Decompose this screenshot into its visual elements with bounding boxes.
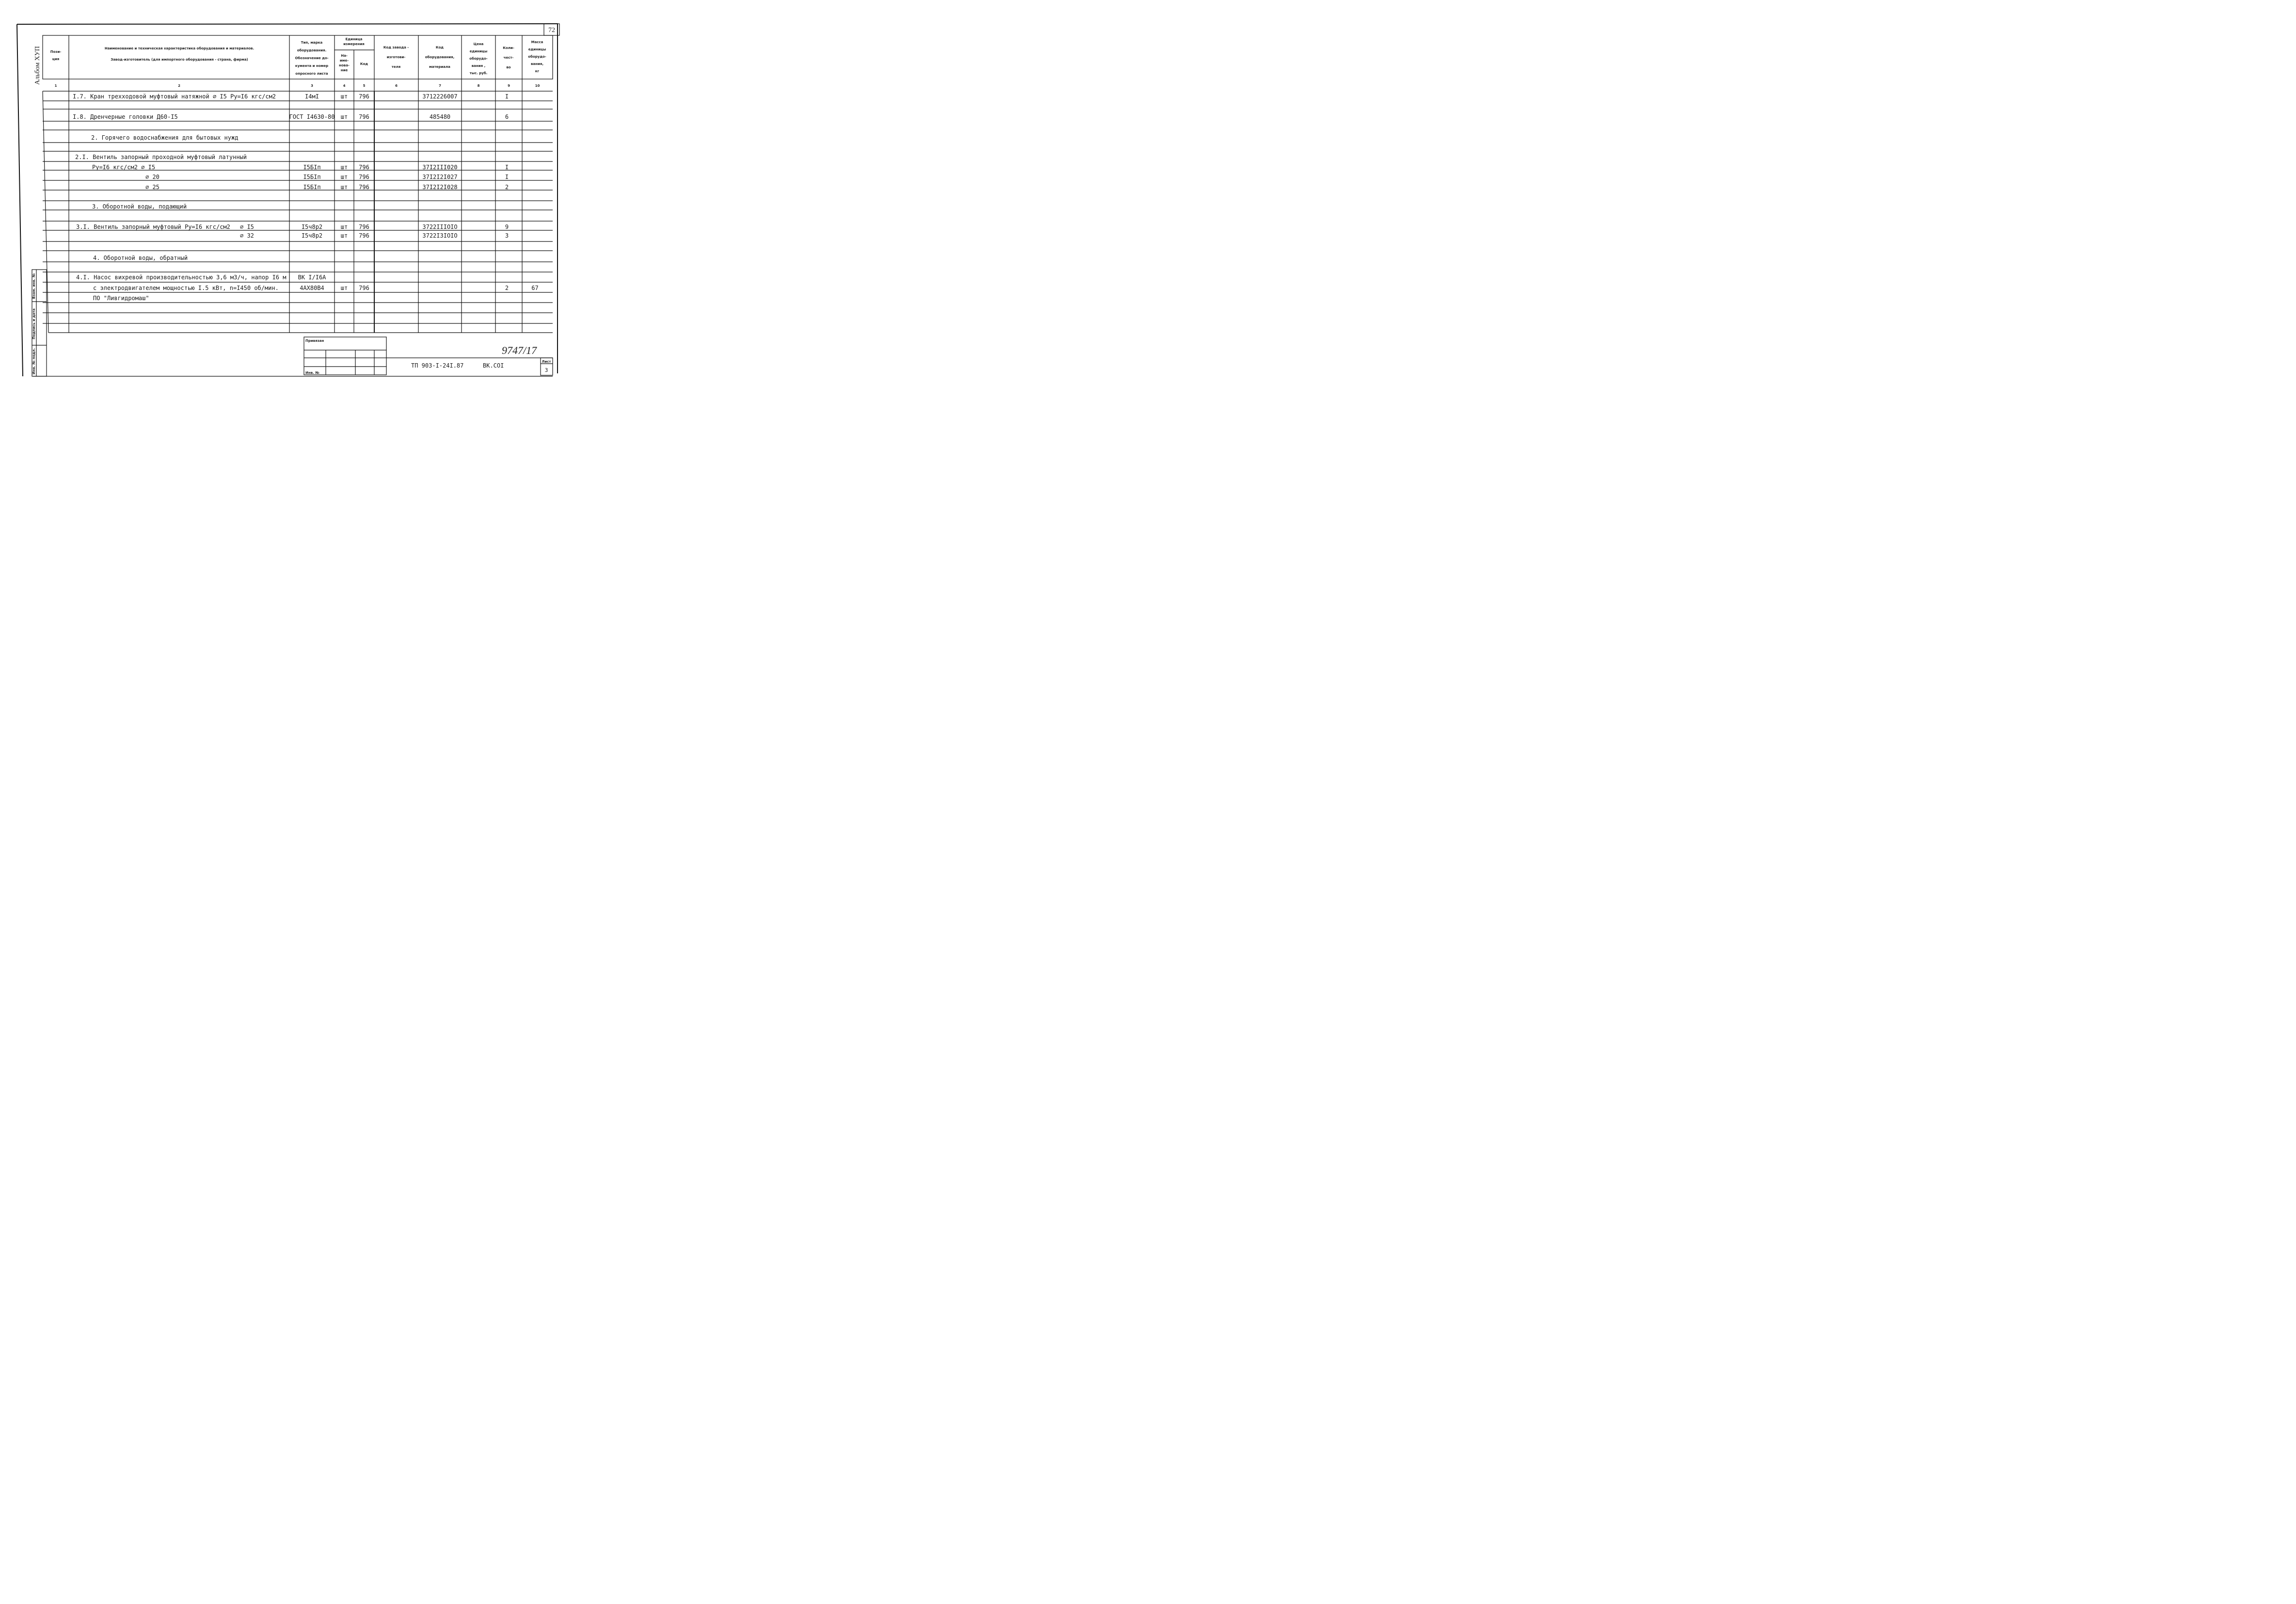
- header-name: Завод-изготовитель (для импортного оборудования - страна, фирма): [111, 58, 248, 62]
- item-type: I5ч8р2: [301, 224, 323, 230]
- item-mass: 67: [531, 285, 539, 291]
- item-name: 2.I. Вентиль запорный проходной муфтовый латунный: [75, 154, 247, 160]
- header-unit-name: име-: [339, 59, 349, 63]
- item-name: Ру=I6 кгс/см2 ∅ I5: [92, 164, 156, 171]
- column-number: 1: [54, 84, 57, 88]
- header-plant-code: Код завода -: [383, 46, 409, 49]
- item-name: 4.I. Насос вихревой производительностью 3,6 м3/ч, напор I6 м: [76, 274, 287, 281]
- header-unit-name: На-: [341, 54, 348, 58]
- sheet-label: Лист: [542, 360, 551, 364]
- header-mass: вания,: [530, 62, 544, 66]
- header-price: тыс. руб.: [469, 71, 488, 75]
- header-mass: кг: [535, 69, 540, 73]
- column-number: 5: [363, 84, 366, 88]
- header-columns: [50, 35, 546, 91]
- item-name: 3. Оборотной воды, подающий: [92, 203, 187, 210]
- item-code: 37I2I2I027: [422, 174, 458, 180]
- header-position: ция: [52, 57, 60, 61]
- frame-border: [17, 24, 558, 373]
- item-qty: 2: [505, 285, 509, 291]
- doc-mark: ВК.COI: [483, 362, 504, 369]
- header-type: оборудования.: [297, 48, 327, 52]
- item-diameter: ∅ 32: [240, 232, 254, 239]
- header-price: вания ,: [471, 64, 486, 68]
- header-unit-code: Код: [360, 62, 368, 66]
- item-name: ∅ 25: [145, 184, 159, 191]
- item-code: 485480: [429, 113, 451, 120]
- column-number: 2: [178, 84, 180, 88]
- item-code: 37I2III020: [422, 164, 458, 171]
- item-unit-code: 796: [359, 174, 369, 180]
- header-price: оборудо-: [469, 57, 488, 61]
- page-number: 72: [548, 27, 555, 34]
- item-qty: I: [505, 174, 509, 180]
- item-diameter: ∅ I5: [240, 224, 254, 230]
- header-qty: чест-: [503, 56, 514, 60]
- item-name: ПО "Ливгидромаш": [93, 295, 149, 302]
- item-unit: шт: [340, 184, 348, 191]
- item-type: I5БIп: [303, 174, 321, 180]
- sheet-number: 3: [544, 367, 548, 373]
- table-body-text: [73, 93, 539, 302]
- album-label: Альбом ХУП: [34, 46, 41, 85]
- side-inv-orig: Инв. № подл.: [32, 348, 36, 375]
- item-qty: I: [505, 93, 509, 100]
- item-unit: шт: [340, 164, 348, 171]
- document-page: [0, 0, 574, 401]
- item-unit-code: 796: [359, 285, 369, 291]
- header-plant-code: теля: [391, 65, 401, 69]
- item-qty: 2: [505, 184, 509, 191]
- item-code: 3712226007: [422, 93, 458, 100]
- header-type: опросного листа: [295, 72, 328, 76]
- item-qty: 6: [505, 113, 509, 120]
- side-replace-inv: Взам. инв. №: [32, 273, 36, 299]
- header-position: Пози-: [50, 50, 62, 54]
- header-name: Наименование и техническая характеристика оборудования и материалов.: [104, 47, 255, 50]
- item-name: I.7. Кран трехходовой муфтовый натяжной ∅ I5 Ру=I6 кгс/см2: [73, 93, 276, 100]
- header-code: Код: [435, 46, 444, 49]
- header-mass: единицы: [528, 48, 546, 51]
- header-price: единицы: [469, 49, 488, 53]
- spec-sheet: [0, 0, 574, 401]
- doc-code: ТП 903-I-24I.87: [411, 362, 464, 369]
- header-mass: Масса: [531, 40, 543, 44]
- column-number: 4: [343, 84, 346, 88]
- bound-label: Привязан: [305, 339, 324, 343]
- item-unit: шт: [340, 113, 348, 120]
- item-unit: шт: [340, 224, 348, 230]
- column-number: 8: [477, 84, 480, 88]
- item-type: ГОСТ I4630-80: [289, 113, 335, 120]
- item-type: 4АХ80В4: [300, 285, 324, 291]
- item-unit-code: 796: [359, 113, 369, 120]
- header-plant-code: изготови-: [386, 55, 406, 59]
- column-number: 6: [395, 84, 398, 88]
- item-unit: шт: [340, 174, 348, 180]
- item-unit: шт: [340, 232, 348, 239]
- item-code: 37I2I2I028: [422, 184, 458, 191]
- header-qty: Коли-: [503, 46, 514, 50]
- item-unit-code: 796: [359, 232, 369, 239]
- header-type: Тип, марка: [301, 41, 323, 45]
- item-type: I5БIп: [303, 184, 321, 191]
- item-name: I.8. Дренчерные головки Д60-I5: [73, 113, 178, 120]
- item-name: 3.I. Вентиль запорный муфтовый Ру=I6 кгс/см2: [76, 224, 230, 230]
- header-mass: оборудо-: [528, 55, 546, 59]
- item-type: I5ч8р2: [301, 232, 323, 239]
- header-unit-name: ние: [340, 68, 348, 72]
- item-qty: 3: [505, 232, 509, 239]
- item-name: ∅ 20: [145, 174, 159, 180]
- item-type: I5БIп: [303, 164, 321, 171]
- body-left-edge: [43, 91, 48, 333]
- header-code: материала: [429, 65, 450, 69]
- item-qty: I: [505, 164, 509, 171]
- header-type: кумента и номер: [295, 64, 329, 68]
- column-number-row: [55, 84, 540, 88]
- item-unit-code: 796: [359, 164, 369, 171]
- side-sign-date: Подпись и дата: [32, 308, 36, 339]
- header-price: Цена: [473, 42, 484, 46]
- column-number: 9: [508, 84, 510, 88]
- header-type: Обозначение до-: [295, 56, 329, 60]
- header-unit-group: Единица: [345, 37, 363, 41]
- item-code: 3722IIIOIO: [422, 224, 458, 230]
- header-unit-name: нова-: [339, 64, 350, 67]
- column-number: 7: [439, 84, 441, 88]
- column-number: 10: [535, 84, 540, 88]
- item-unit-code: 796: [359, 224, 369, 230]
- column-number: 3: [311, 84, 313, 88]
- item-unit-code: 796: [359, 184, 369, 191]
- header-unit-group: измерения: [343, 42, 365, 46]
- item-unit: шт: [340, 93, 348, 100]
- item-unit-code: 796: [359, 93, 369, 100]
- item-type: I4мI: [305, 93, 319, 100]
- item-type: ВК I/I6А: [298, 274, 326, 281]
- frame-left: [17, 24, 23, 376]
- item-code: 3722I3IOIO: [422, 232, 458, 239]
- item-name: 2. Горячего водоснабжения для бытовых нужд: [91, 134, 239, 141]
- item-name: с электродвигателем мощностью I.5 кВт, n=I450 об/мин.: [93, 285, 279, 291]
- item-qty: 9: [505, 224, 509, 230]
- handwritten-number: 9747/17: [502, 344, 537, 356]
- header-qty: во: [506, 65, 511, 69]
- item-unit: шт: [340, 285, 348, 291]
- header-code: оборудования,: [425, 55, 455, 59]
- item-name: 4. Оборотной воды, обратный: [93, 255, 188, 261]
- inv-label: Инв. №: [305, 371, 319, 375]
